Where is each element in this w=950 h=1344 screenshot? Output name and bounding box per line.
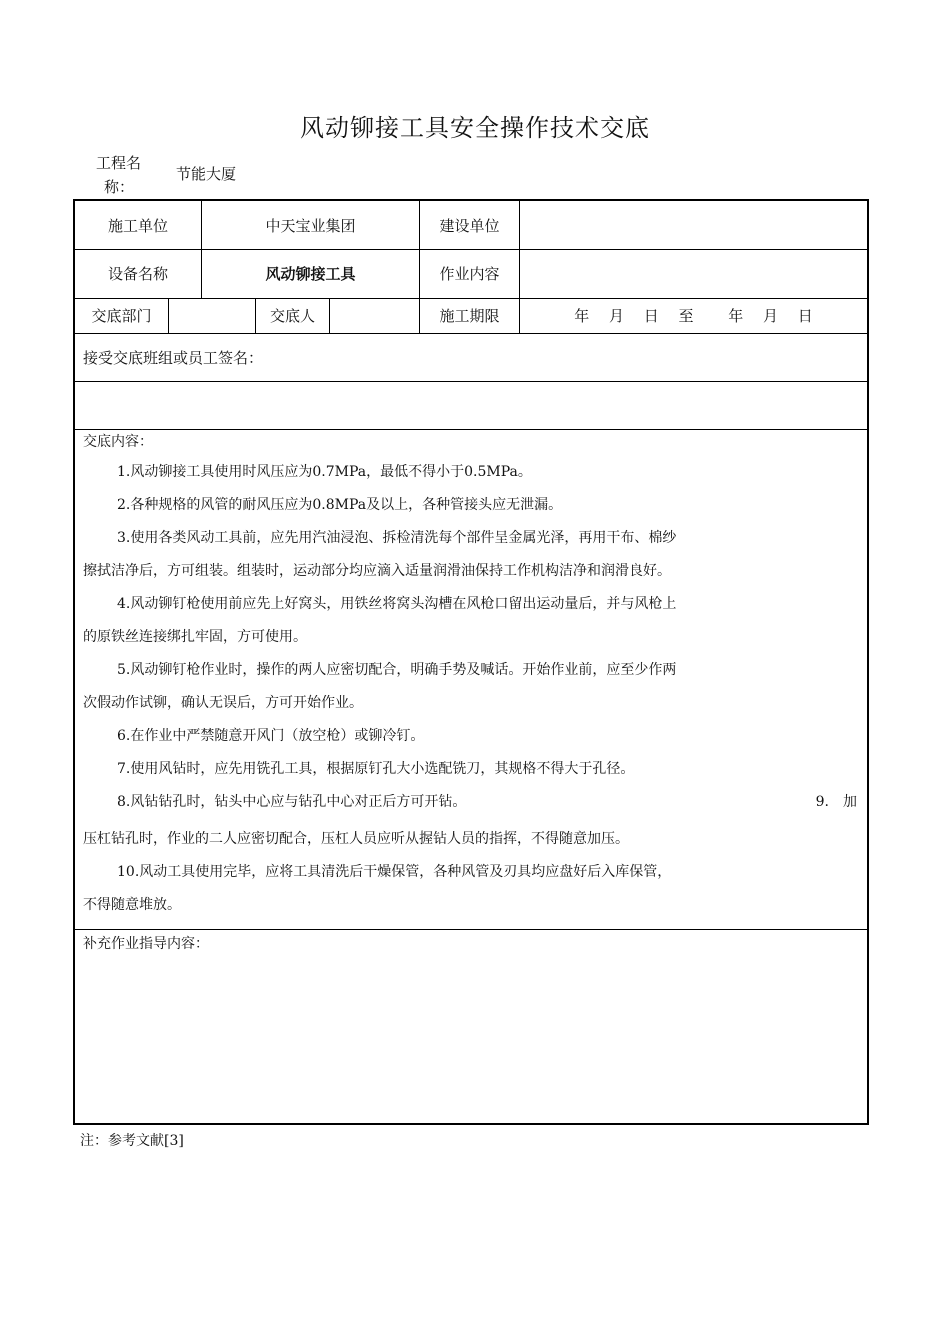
content-line: 次假动作试铆，确认无误后，方可开始作业。 — [83, 695, 363, 711]
period-value: 年 月 日 至 年 月 日 — [519, 298, 867, 333]
department-label: 交底部门 — [91, 307, 152, 325]
project-name-label — [96, 151, 152, 199]
presenter-value — [329, 298, 419, 333]
department-value — [168, 298, 255, 333]
footnote: 注：参考文献[3] — [80, 1133, 184, 1149]
content-line: 6.在作业中严禁随意开风门（放空枪）或铆冷钉。 — [117, 728, 425, 744]
briefing-content — [83, 430, 859, 928]
project-name-label-line2: 称： — [104, 178, 135, 196]
equipment-value: 风动铆接工具 — [201, 249, 419, 298]
owner-unit-value — [519, 201, 867, 249]
row-construction-unit — [75, 201, 867, 250]
presenter-label: 交底人 — [255, 298, 329, 333]
content-line: 10.风动工具使用完毕，应将工具清洗后干燥保管，各种风管及刃具均应盘好后入库保管， — [117, 864, 672, 880]
content-heading: 交底内容： — [83, 434, 153, 450]
row-signature-area — [75, 381, 867, 430]
content-line: 5.风动铆钉枪作业时，操作的两人应密切配合，明确手势及喊话。开始作业前，应至少作两 — [117, 662, 677, 678]
content-line: 擦拭洁净后，方可组装。组装时，运动部分均应滴入适量润滑油保持工作机构洁净和润滑良好。 — [83, 563, 671, 579]
row-equipment — [75, 249, 867, 299]
content-line: 2.各种规格的风管的耐风压应为0.8MPa及以上，各种管接头应无泄漏。 — [117, 497, 563, 513]
row-department — [75, 298, 867, 334]
content-line: 4.风动铆钉枪使用前应先上好窝头，用铁丝将窝头沟槽在风枪口留出运动量后，并与风枪上 — [117, 596, 677, 612]
row-signature-label — [75, 333, 867, 382]
content-line: 8.风钻钻孔时，钻头中心应与钻孔中心对正后方可开钻。 — [117, 794, 467, 810]
supplement-label: 补充作业指导内容： — [83, 936, 209, 952]
signature-label: 接受交底班组或员工签名： — [83, 348, 264, 367]
work-content-label: 作业内容 — [419, 249, 519, 298]
equipment-label: 设备名称 — [107, 265, 168, 283]
construction-unit-value: 中天宝业集团 — [201, 201, 419, 249]
content-line: 的原铁丝连接绑扎牢固，方可使用。 — [83, 629, 307, 645]
owner-unit-label: 建设单位 — [419, 201, 519, 249]
content-line: 压杠钻孔时，作业的二人应密切配合，压杠人员应听从握钻人员的指挥，不得随意加压。 — [83, 831, 629, 847]
content-line: 1.风动铆接工具使用时风压应为0.7MPa，最低不得小于0.5MPa。 — [117, 464, 532, 480]
period-label: 施工期限 — [419, 298, 519, 333]
content-line-tail: 9. 加 — [815, 794, 857, 810]
project-name-value: 节能大厦 — [176, 165, 237, 183]
content-line: 7.使用风钻时，应先用铣孔工具，根据原钉孔大小选配铣刀，其规格不得大于孔径。 — [117, 761, 635, 777]
construction-unit-label: 施工单位 — [107, 216, 168, 235]
briefing-form-table — [73, 199, 869, 1125]
content-line: 3.使用各类风动工具前，应先用汽油浸泡、拆检清洗每个部件呈金属光泽，再用干布、棉纱 — [117, 530, 677, 546]
work-content-value — [519, 249, 867, 298]
content-line-split — [83, 792, 859, 829]
project-name-label-line1: 工程名 — [96, 154, 142, 172]
document-title: 风动铆接工具安全操作技术交底 — [300, 114, 650, 142]
content-line: 不得随意堆放。 — [83, 897, 181, 913]
